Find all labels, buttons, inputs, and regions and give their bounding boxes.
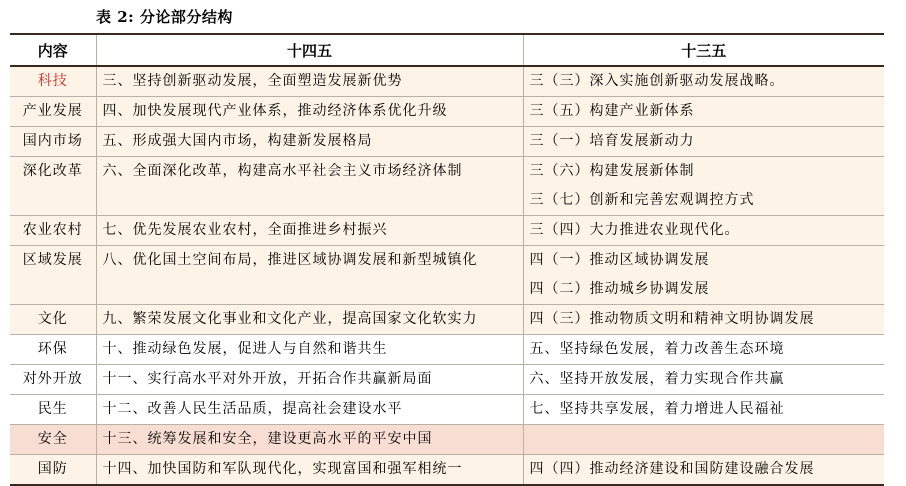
fourteenth-cell: 十二、改善人民生活品质，提高社会建设水平 xyxy=(96,395,523,425)
fourteenth-cell: 七、优先发展农业农村，全面推进乡村振兴 xyxy=(96,216,523,246)
fourteenth-cell: 九、繁荣发展文化事业和文化产业，提高国家文化软实力 xyxy=(96,305,523,335)
topic-cell: 对外开放 xyxy=(10,365,96,395)
fourteenth-cell: 十四、加快国防和军队现代化，实现富国和强军相统一 xyxy=(96,455,523,486)
table-row xyxy=(10,455,884,486)
thirteenth-cell: 三（三）深入实施创新驱动发展战略。 xyxy=(523,66,884,97)
fourteenth-cell: 五、形成强大国内市场，构建新发展格局 xyxy=(96,127,523,157)
topic-cell: 文化 xyxy=(10,305,96,335)
fourteenth-cell: 八、优化国土空间布局，推进区域协调发展和新型城镇化 xyxy=(96,246,523,305)
fourteenth-cell: 十一、实行高水平对外开放，开拓合作共赢新局面 xyxy=(96,365,523,395)
thirteenth-cell: 三（六）构建发展新体制 三（七）创新和完善宏观调控方式 xyxy=(523,157,884,216)
thirteenth-cell: 三（五）构建产业新体系 xyxy=(523,97,884,127)
fourteenth-cell: 十三、统筹发展和安全，建设更高水平的平安中国 xyxy=(96,425,523,455)
thirteenth-cell: 三（四）大力推进农业现代化。 xyxy=(523,216,884,246)
thirteenth-cell: 七、坚持共享发展，着力增进人民福祉 xyxy=(523,395,884,425)
topic-cell: 国防 xyxy=(10,455,96,486)
table-row xyxy=(10,395,884,425)
thirteenth-cell: 四（三）推动物质文明和精神文明协调发展 xyxy=(523,305,884,335)
fourteenth-cell: 六、全面深化改革，构建高水平社会主义市场经济体制 xyxy=(96,157,523,216)
topic-cell: 民生 xyxy=(10,395,96,425)
header-13th-plan: 十三五 xyxy=(523,34,884,66)
thirteenth-cell: 五、坚持绿色发展，着力改善生态环境 xyxy=(523,335,884,365)
topic-cell: 环保 xyxy=(10,335,96,365)
topic-cell: 国内市场 xyxy=(10,127,96,157)
thirteenth-cell xyxy=(523,425,884,455)
structure-table xyxy=(10,33,884,486)
table-row xyxy=(10,216,884,246)
fourteenth-cell: 四、加快发展现代产业体系，推动经济体系优化升级 xyxy=(96,97,523,127)
table-row xyxy=(10,305,884,335)
table-row-highlighted xyxy=(10,425,884,455)
topic-cell: 深化改革 xyxy=(10,157,96,216)
topic-cell: 农业农村 xyxy=(10,216,96,246)
table-row xyxy=(10,246,884,305)
header-14th-plan: 十四五 xyxy=(96,34,523,66)
topic-cell: 安全 xyxy=(10,425,96,455)
table-row xyxy=(10,365,884,395)
table-row xyxy=(10,127,884,157)
header-row xyxy=(10,34,884,66)
thirteenth-cell: 四（一）推动区域协调发展 四（二）推动城乡协调发展 xyxy=(523,246,884,305)
table-row xyxy=(10,335,884,365)
thirteenth-cell: 六、坚持开放发展，着力实现合作共赢 xyxy=(523,365,884,395)
table-row xyxy=(10,157,884,216)
topic-cell: 科技 xyxy=(10,66,96,97)
fourteenth-cell: 三、坚持创新驱动发展，全面塑造发展新优势 xyxy=(96,66,523,97)
fourteenth-cell: 十、推动绿色发展，促进人与自然和谐共生 xyxy=(96,335,523,365)
table-row xyxy=(10,66,884,97)
table-caption: 表 2: 分论部分结构 xyxy=(96,8,233,26)
table-row xyxy=(10,97,884,127)
topic-cell: 区域发展 xyxy=(10,246,96,305)
thirteenth-cell: 四（四）推动经济建设和国防建设融合发展 xyxy=(523,455,884,486)
header-content: 内容 xyxy=(10,34,96,66)
thirteenth-cell: 三（一）培育发展新动力 xyxy=(523,127,884,157)
topic-cell: 产业发展 xyxy=(10,97,96,127)
